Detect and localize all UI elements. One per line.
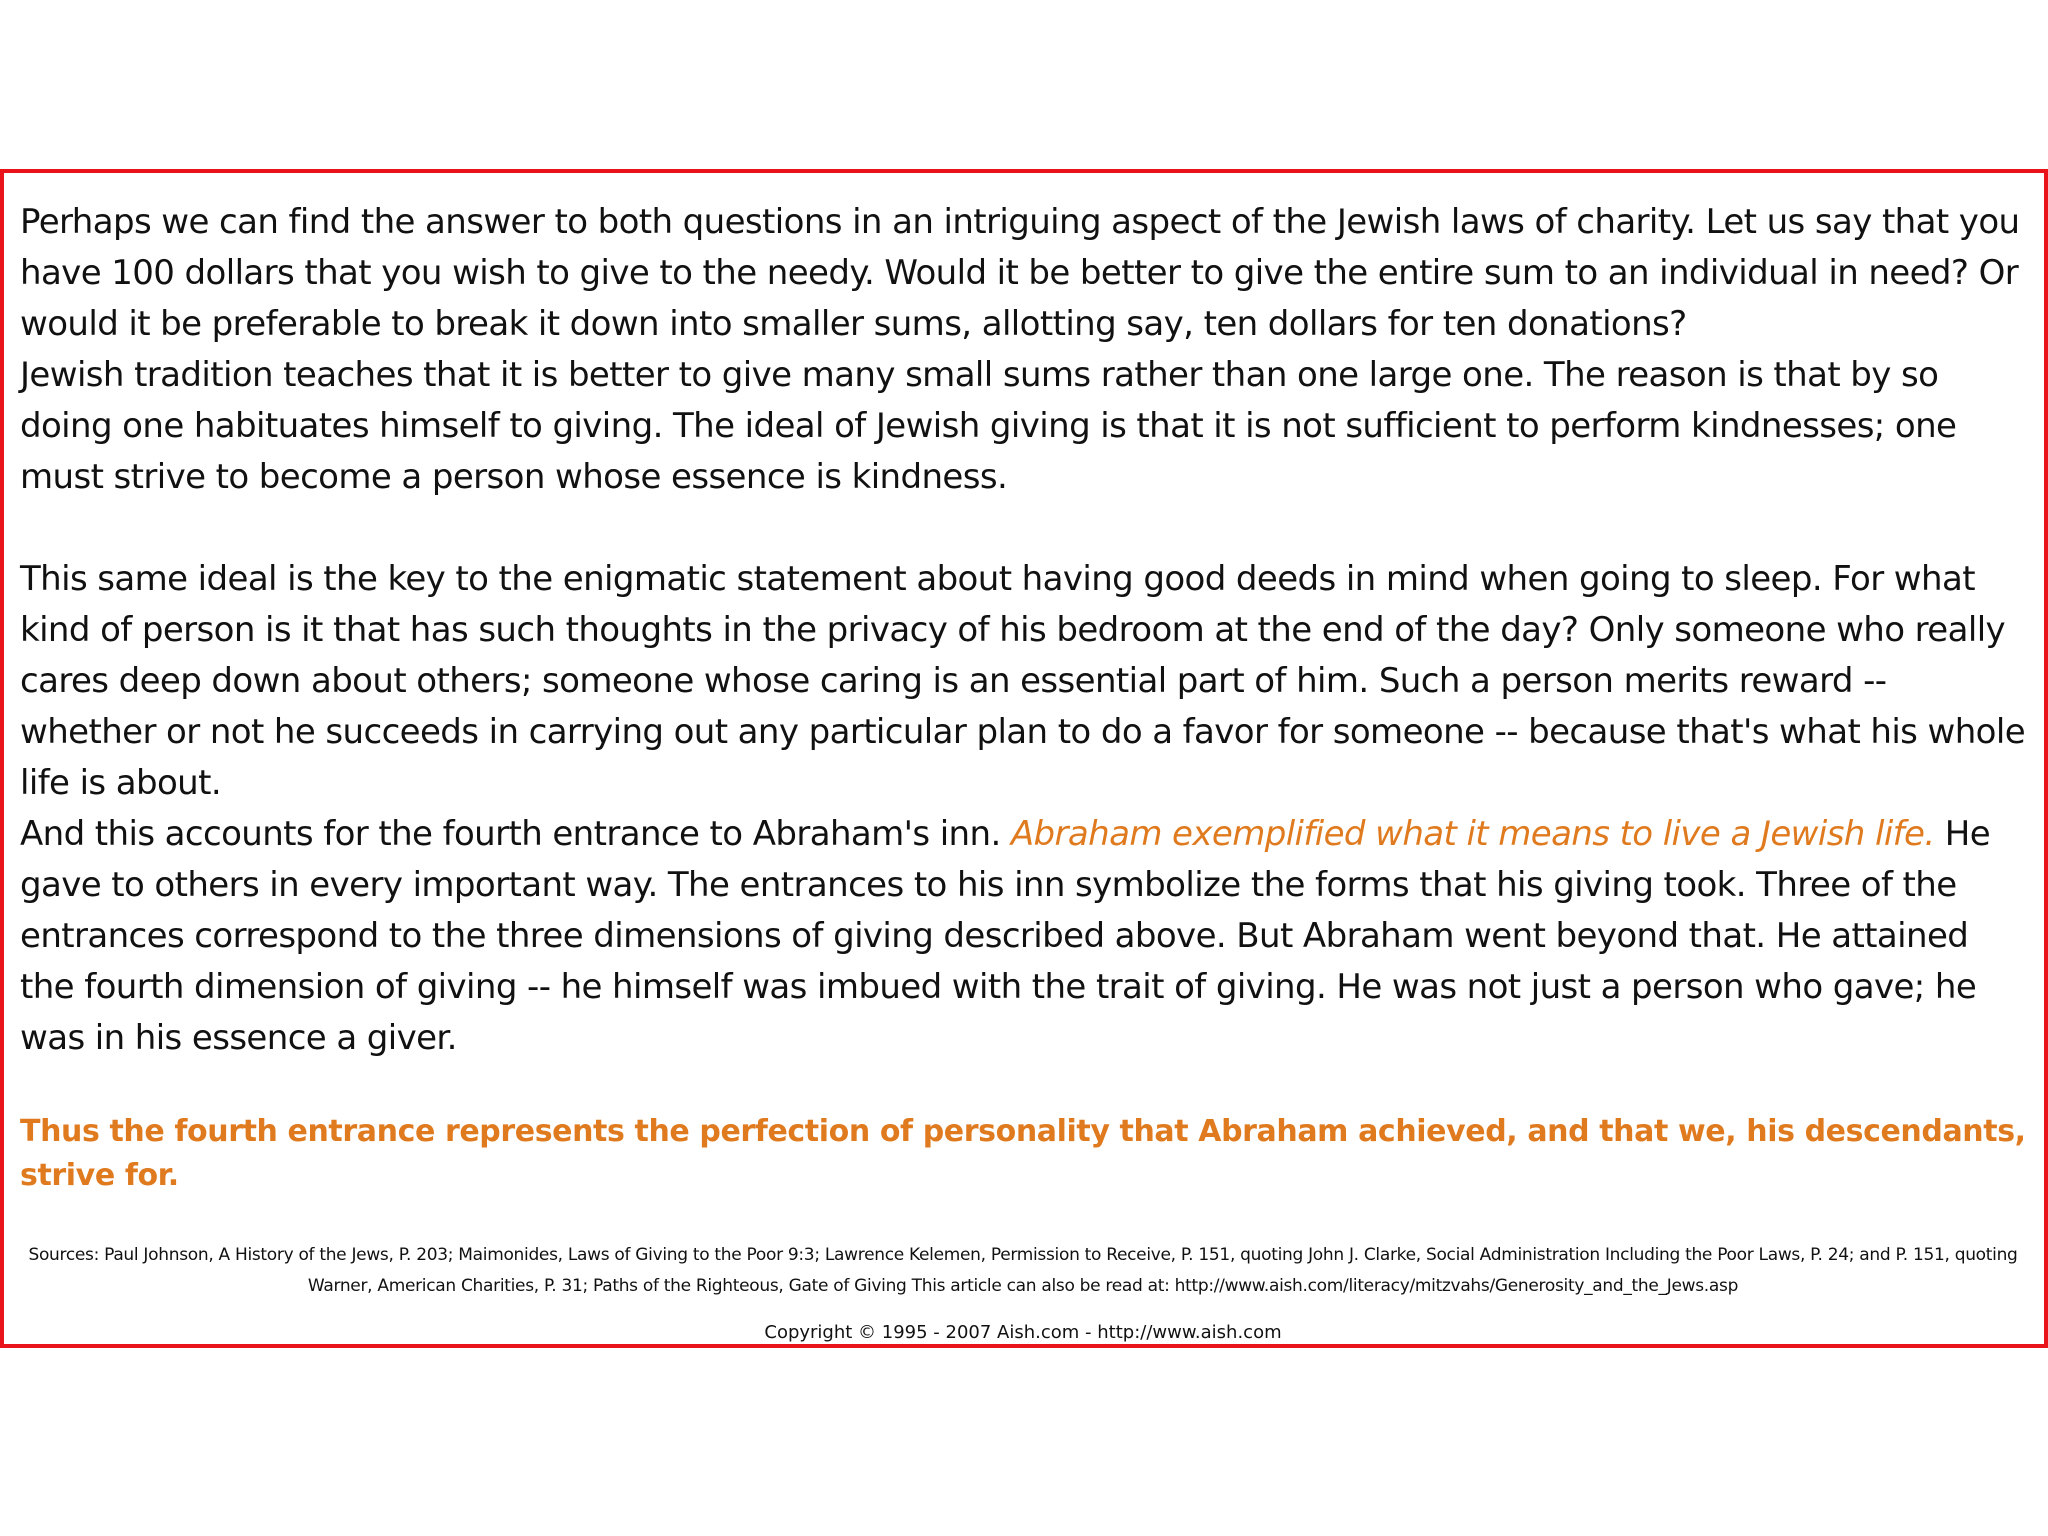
paragraph-fourth-entrance-lead: And this accounts for the fourth entrance to Abraham's inn. — [20, 814, 1011, 854]
paragraph-charity-question: Perhaps we can find the answer to both questions in an intriguing aspect of the Jewish laws of charity. Let us say that you have 100 dollars that you wish to give to the needy. Would it be better to give the entire sum to an individual in need? Or would it be preferable to break it down into smaller sums, allotting say, ten dollars for ten donations? — [20, 202, 2020, 344]
paragraph-jewish-tradition: Jewish tradition teaches that it is better to give many small sums rather than one large one. The reason is that by so doing one habituates himself to giving. The ideal of Jewish giving is that it is not sufficient to perform kindnesses; one must strive to become a person whose essence is kindness. — [20, 355, 1957, 497]
sources-citation: Sources: Paul Johnson, A History of the Jews, P. 203; Maimonides, Laws of Giving to the Poor 9:3; Lawrence Kelemen, Permission to Receive, P. 151, quoting John J. Clarke, Social Administration Including the Poor Laws, P. 24; and P. 151, quoting Warner, American Charities, P. 31; Paths of the Righteous, Gate of Giving This article can also be read at: http://www.aish.com/literacy/mitzvahs/Generosity_and_the_Jews.asp — [28, 1245, 2018, 1296]
paragraph-fourth-entrance — [20, 809, 2026, 1064]
conclusion-statement: Thus the fourth entrance represents the perfection of personality that Abraham achieved, and that we, his descendants, strive for. — [20, 1114, 2026, 1193]
paragraph-fourth-entrance-rest: He gave to others in every important way. The entrances to his inn symbolize the forms that his giving took. Three of the entrances correspond to the three dimensions of giving described above. But Abraham went beyond that. He attained the fourth dimension of giving -- he himself was imbued with the trait of giving. He was not just a person who gave; he was in his essence a giver. — [20, 814, 1991, 1058]
copyright-notice: Copyright © 1995 - 2007 Aish.com - http://www.aish.com — [764, 1322, 1282, 1343]
highlighted-sentence: Abraham exemplified what it means to live a Jewish life. — [1010, 814, 1935, 854]
content-frame — [0, 169, 2048, 1348]
paragraph-good-deeds: This same ideal is the key to the enigmatic statement about having good deeds in mind when going to sleep. For what kind of person is it that has such thoughts in the privacy of his bedroom at the end of the day? Only someone who really cares deep down about others; someone whose caring is an essential part of him. Such a person merits reward -- whether or not he succeeds in carrying out any particular plan to do a favor for someone -- because that's what his whole life is about. — [20, 559, 2026, 803]
